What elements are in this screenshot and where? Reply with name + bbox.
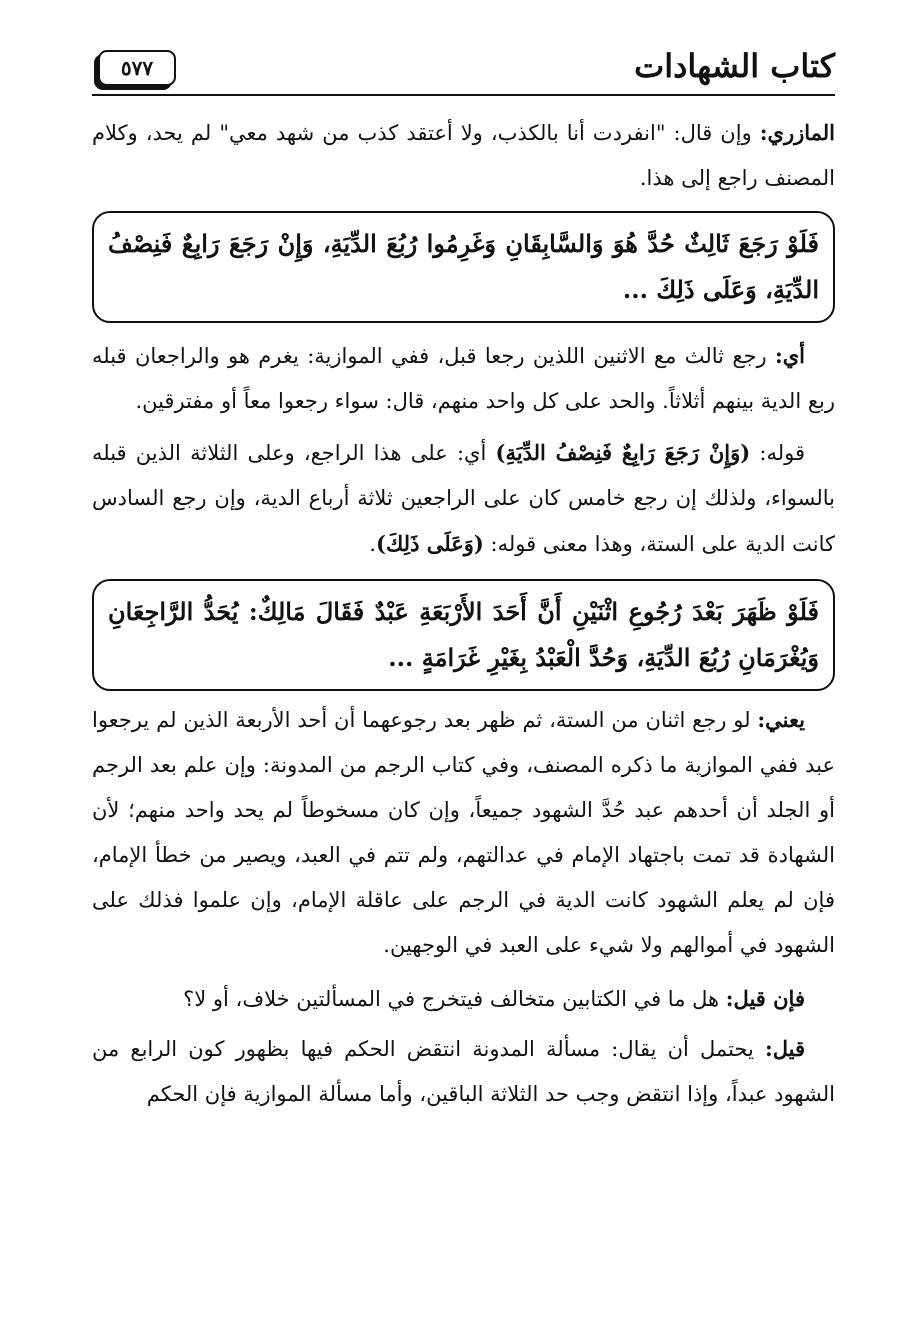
- running-title: كتاب الشهادات: [634, 47, 835, 85]
- paragraph-lead: فإن قيل:: [725, 986, 805, 1011]
- paragraph-text: هل ما في الكتابين متخالف فيتخرج في المسألتين خلاف، أو لا؟: [183, 987, 726, 1011]
- paragraph-prefix: قوله:: [750, 441, 806, 465]
- page-header: [92, 40, 835, 96]
- matn-box-1: فَلَوْ رَجَعَ ثَالِثٌ حُدَّ هُوَ وَالسَّابِقَانِ وَغَرِمُوا رُبُعَ الدِّيَةِ، وَإِنْ رَجَعَ رَابِعٌ فَنِصْفُ الدِّيَةِ، وَعَلَى ذَلِكَ ...: [92, 211, 835, 323]
- paragraph-qawluh: [92, 430, 835, 567]
- paragraph-text: يحتمل أن يقال: مسألة المدونة انتقض الحكم فيها بظهور كون الرابع من الشهود عبداً، وإذا انتقض وجب حد الثلاثة الباقين، وأما مسألة الموازية فإن الحكم: [92, 1037, 835, 1106]
- paragraph-suffix: .: [369, 532, 377, 556]
- matn-quote: (وَعَلَى ذَلِكَ): [376, 531, 484, 556]
- paragraph-text: أي: على هذا الراجع، وعلى الثلاثة الذين قبله بالسواء، ولذلك إن رجع خامس كان على الراجعين ثلاثة أرباع الدية، وإن رجع السادس كانت الدية على الستة، وهذا معنى قوله:: [92, 441, 835, 556]
- paragraph-lead: أي:: [774, 343, 806, 368]
- paragraph-explanation-2: [92, 697, 835, 968]
- matn-box-2: فَلَوْ ظَهَرَ بَعْدَ رُجُوعِ اثْنَيْنِ أَنَّ أَحَدَ الأَرْبَعَةِ عَبْدٌ فَقَالَ مَالِكٌ: يُحَدُّ الرَّاجِعَانِ وَيُغْرَمَانِ رُبُعَ الدِّيَةِ، وَحُدَّ الْعَبْدُ بِغَيْرِ غَرَامَةٍ ...: [92, 579, 835, 691]
- paragraph-lead: يعني:: [757, 707, 805, 732]
- paragraph-question: [92, 976, 835, 1022]
- paragraph-text: وإن قال: "انفردت أنا بالكذب، ولا أعتقد كذب من شهد معي" لم يحد، وكلام المصنف راجع إلى هذا.: [92, 121, 835, 190]
- paragraph-lead: قيل:: [764, 1036, 805, 1061]
- paragraph-mazari: [92, 110, 835, 201]
- page-number-badge: ٥٧٧: [98, 50, 176, 86]
- paragraph-text: لو رجع اثنان من الستة، ثم ظهر بعد رجوعهما أن أحد الأربعة الذين لم يرجعوا عبد ففي الموازية ما ذكره المصنف، وفي كتاب الرجم من المدونة: وإن علم بعد الرجم أو الجلد أن أحدهم عبد حُدَّ الشهود جميعاً، وإن كان مسخوطاً لم يحد واحد منهم؛ لأن الشهادة قد تمت باجتهاد الإمام في عدالتهم، ولم تتم في العبد، ويصير من خطأ الإمام، فإن لم يعلم الشهود كانت الدية في الرجم على عاقلة الإمام، وإن علموا فذلك على الشهود في أموالهم ولا شيء على العبد في الوجهين.: [92, 708, 835, 957]
- paragraph-answer: [92, 1026, 835, 1117]
- paragraph-explanation-1: [92, 333, 835, 424]
- book-page: [92, 40, 835, 1117]
- paragraph-text: رجع ثالث مع الاثنين اللذين رجعا قبل، ففي الموازية: يغرم هو والراجعان قبله ربع الدية بينهم أثلاثاً. والحد على كل واحد منهم، قال: سواء رجعوا معاً أو مفترقين.: [92, 344, 835, 413]
- paragraph-lead: المازري:: [759, 120, 835, 145]
- matn-quote: (وَإِنْ رَجَعَ رَابِعٌ فَنِصْفُ الدِّيَةِ): [495, 440, 751, 465]
